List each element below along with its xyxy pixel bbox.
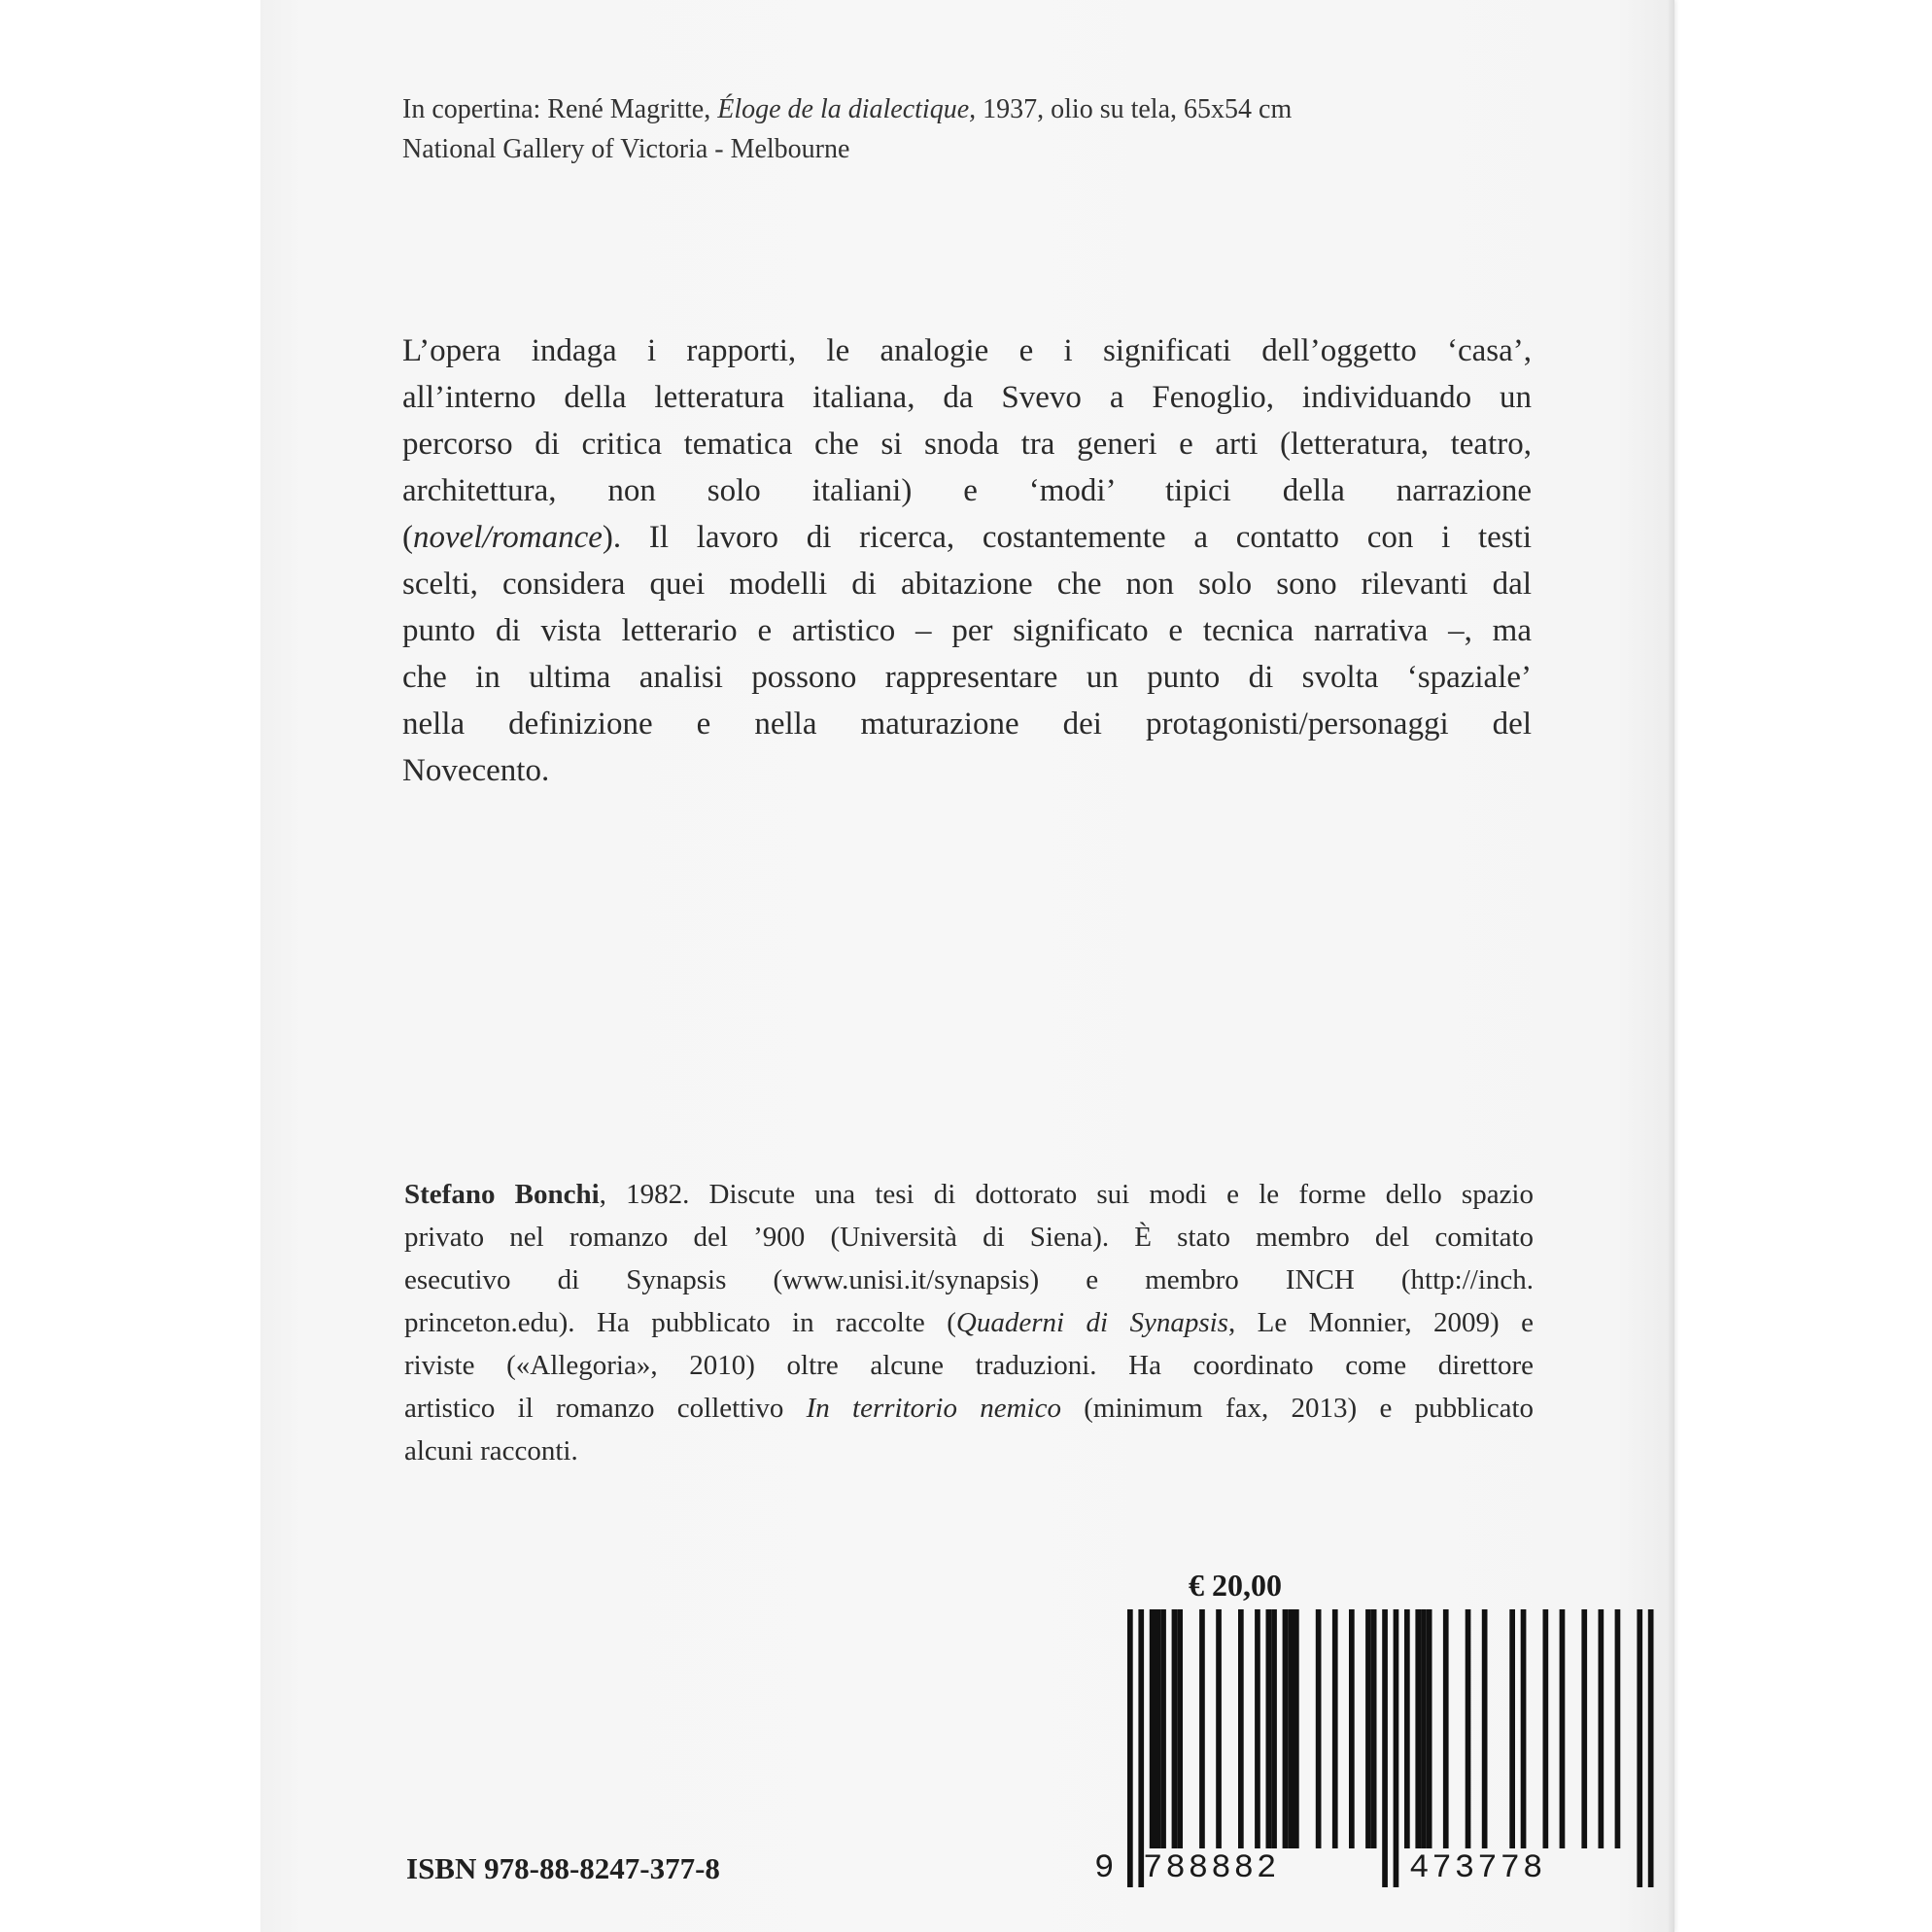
barcode-bar [1637, 1609, 1642, 1887]
barcode-bar [1238, 1609, 1244, 1848]
barcode-bar [1138, 1609, 1144, 1887]
barcode-bar [1599, 1609, 1604, 1848]
barcode-bar [1648, 1609, 1654, 1887]
book-back-cover [260, 0, 1674, 1932]
description-line: L’opera indaga i rapporti, le analogie e i significati dell’oggetto ‘casa’, [402, 333, 1532, 368]
barcode-bar [1266, 1609, 1272, 1848]
bio-line: artistico il romanzo collettivo In territorio nemico (minimum fax, 2013) e pubblicato [404, 1393, 1535, 1424]
barcode-bar [1216, 1609, 1222, 1848]
barcode [1092, 1609, 1677, 1891]
bio-line: Stefano Bonchi, 1982. Discute una tesi di dottorato sui modi e le forme dello spazio [404, 1179, 1534, 1210]
barcode-bar [1316, 1609, 1322, 1848]
description-line: Novecento. [402, 753, 550, 788]
description-line: nella definizione e nella maturazione dei protagonisti/personaggi del [402, 707, 1532, 742]
cover-credit-line-1: In copertina: René Magritte, Éloge de la dialectique, 1937, olio su tela, 65x54 cm [402, 94, 1293, 124]
barcode-bar [1427, 1609, 1432, 1848]
isbn-label: ISBN 978-88-8247-377-8 [406, 1851, 720, 1885]
barcode-bar [1371, 1609, 1377, 1848]
barcode-bar [1172, 1609, 1178, 1848]
barcode-bar [1543, 1609, 1549, 1848]
barcode-bar [1482, 1609, 1488, 1848]
bio-line: alcuni racconti. [404, 1435, 578, 1466]
cover-credit [402, 89, 1569, 169]
barcode-bar [1466, 1609, 1471, 1848]
book-description [402, 328, 1532, 794]
barcode-bar [1615, 1609, 1621, 1848]
barcode-bar [1382, 1609, 1388, 1887]
barcode-bar [1394, 1609, 1399, 1887]
description-line: architettura, non solo italiani) e ‘modi’ tipici della narrazione [402, 473, 1532, 508]
author-name: Stefano Bonchi [404, 1179, 600, 1210]
barcode-bar [1365, 1609, 1371, 1848]
author-bio [404, 1173, 1534, 1472]
barcode-bar [1509, 1609, 1515, 1848]
barcode-bar [1443, 1609, 1449, 1848]
barcode-bar [1150, 1609, 1156, 1848]
description-line: che in ultima analisi possono rappresentare un punto di svolta ‘spaziale’ [402, 660, 1532, 695]
description-line: all’interno della letteratura italiana, da Svevo a Fenoglio, individuando un [402, 380, 1532, 415]
description-line: (novel/romance). Il lavoro di ricerca, costantemente a contatto con i testi [402, 520, 1532, 555]
barcode-right-digits: 473778 [1409, 1850, 1546, 1887]
description-line: scelti, considera quei modelli di abitazione che non solo sono rilevanti dal [402, 567, 1532, 602]
barcode-bar [1255, 1609, 1260, 1848]
barcode-bar [1421, 1609, 1427, 1848]
barcode-bar [1560, 1609, 1566, 1848]
barcode-bar [1349, 1609, 1355, 1848]
barcode-bar [1127, 1609, 1133, 1887]
barcode-bar [1160, 1609, 1166, 1848]
barcode-bars [1092, 1609, 1677, 1891]
barcode-first-digit: 9 [1094, 1850, 1118, 1887]
description-line: punto di vista letterario e artistico – per significato e tecnica narrativa –, ma [402, 613, 1532, 648]
barcode-bar [1156, 1609, 1161, 1848]
barcode-bar [1521, 1609, 1527, 1848]
barcode-bar [1415, 1609, 1421, 1848]
cover-credit-line-2: National Gallery of Victoria - Melbourne [402, 134, 850, 164]
price-label: € 20,00 [1189, 1568, 1282, 1603]
barcode-bar [1288, 1609, 1294, 1848]
barcode-bar [1332, 1609, 1338, 1848]
barcode-bar [1283, 1609, 1289, 1848]
bio-line: esecutivo di Synapsis (www.unisi.it/synapsis) e membro INCH (http://inch. [404, 1264, 1534, 1295]
barcode-bar [1177, 1609, 1183, 1848]
barcode-left-digits: 788882 [1143, 1850, 1280, 1887]
barcode-bar [1271, 1609, 1277, 1848]
bio-line: riviste («Allegoria», 2010) oltre alcune traduzioni. Ha coordinato come direttore [404, 1350, 1534, 1381]
bio-line: princeton.edu). Ha pubblicato in raccolte (Quaderni di Synapsis, Le Monnier, 2009) e [404, 1307, 1535, 1338]
barcode-bar [1294, 1609, 1299, 1848]
barcode-digits [1092, 1850, 1677, 1891]
barcode-bar [1199, 1609, 1205, 1848]
bio-line: privato nel romanzo del ’900 (Università di Siena). È stato membro del comitato [404, 1222, 1534, 1253]
description-line: percorso di critica tematica che si snoda tra generi e arti (letteratura, teatro, [402, 427, 1532, 462]
barcode-bar [1581, 1609, 1587, 1848]
barcode-bar [1404, 1609, 1410, 1848]
